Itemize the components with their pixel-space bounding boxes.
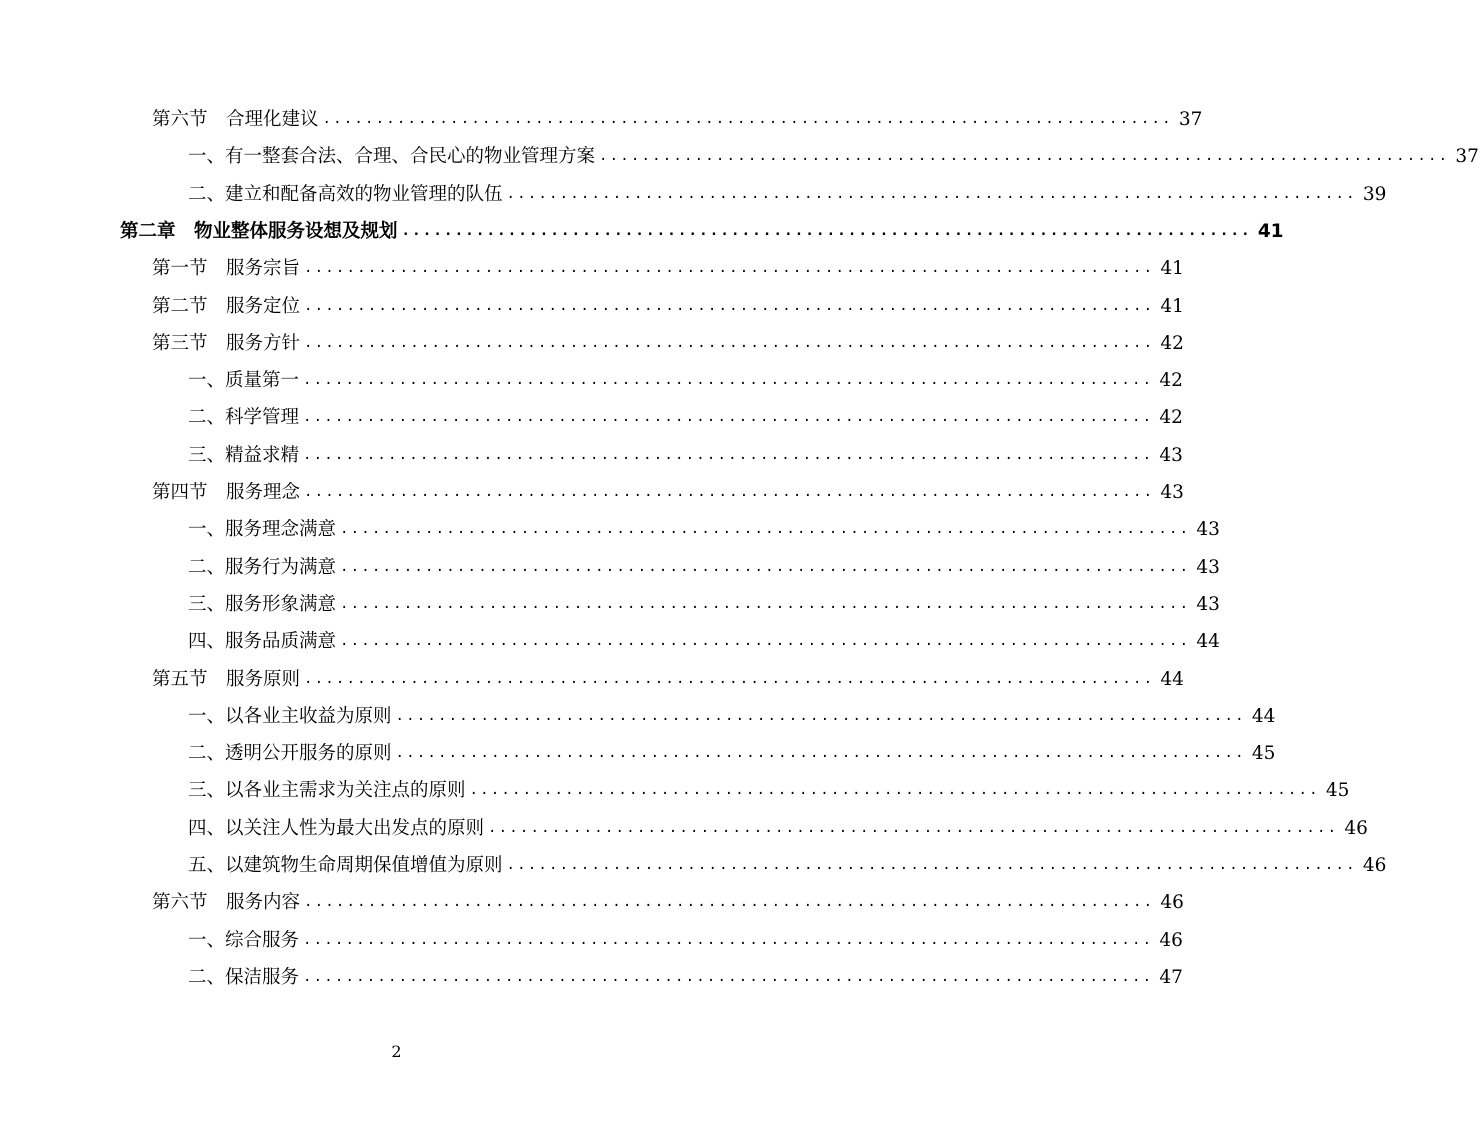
toc-dot-leader: ................................................................................ xyxy=(340,521,1191,538)
toc-dot-leader: ................................................................................ xyxy=(488,819,1339,836)
toc-page-number: 45 xyxy=(1325,780,1350,802)
toc-entry-title: 一、以各业主收益为原则 xyxy=(188,705,392,727)
toc-subsection-entry[interactable] xyxy=(188,399,1183,436)
toc-entry-title: 四、服务品质满意 xyxy=(188,631,337,653)
toc-section-entry[interactable] xyxy=(152,250,1184,287)
toc-dot-leader: ................................................................................ xyxy=(303,446,1154,463)
toc-dot-leader: ................................................................................ xyxy=(303,931,1154,948)
toc-dot-leader: ................................................................................ xyxy=(599,148,1450,165)
toc-dot-leader: ................................................................................ xyxy=(340,558,1191,575)
toc-subsection-entry[interactable] xyxy=(188,847,1387,884)
toc-page-number: 46 xyxy=(1344,817,1368,839)
toc-page-number: 37 xyxy=(1455,146,1479,168)
toc-dot-leader: ................................................................................ xyxy=(304,334,1155,351)
toc-section-entry[interactable] xyxy=(152,661,1184,698)
toc-chapter-entry[interactable] xyxy=(120,213,1284,250)
toc-subsection-entry[interactable] xyxy=(188,437,1183,474)
toc-dot-leader: ................................................................................ xyxy=(304,670,1155,687)
toc-dot-leader: ................................................................................ xyxy=(303,968,1154,985)
toc-dot-leader: ................................................................................ xyxy=(303,372,1154,389)
toc-entry-title: 一、服务理念满意 xyxy=(188,519,337,541)
toc-entry-title: 三、以各业主需求为关注点的原则 xyxy=(188,780,466,802)
toc-dot-leader: ................................................................................ xyxy=(506,185,1357,202)
page-number: 2 xyxy=(391,1042,402,1061)
toc-entry-title: 二、建立和配备高效的物业管理的队伍 xyxy=(188,183,503,205)
toc-page-number: 39 xyxy=(1362,183,1387,205)
toc-page-number: 43 xyxy=(1196,556,1220,578)
toc-dot-leader: ................................................................................ xyxy=(395,745,1246,762)
toc-section-entry[interactable] xyxy=(152,288,1184,325)
toc-entry-title: 五、以建筑物生命周期保值增值为原则 xyxy=(188,855,503,876)
toc-dot-leader: ................................................................................ xyxy=(395,707,1246,724)
toc-page-number: 41 xyxy=(1160,295,1184,317)
toc-section-entry[interactable] xyxy=(152,474,1184,511)
toc-dot-leader: ................................................................................ xyxy=(340,633,1191,650)
toc-page-number: 41 xyxy=(1160,258,1184,280)
toc-entry-title: 第一节 服务宗旨 xyxy=(152,258,301,280)
toc-subsection-entry[interactable] xyxy=(188,138,1479,175)
toc-page-number: 47 xyxy=(1159,966,1183,988)
toc-page-number: 43 xyxy=(1159,444,1183,466)
toc-page-number: 37 xyxy=(1178,109,1203,130)
toc-dot-leader: ................................................................................ xyxy=(304,894,1155,911)
toc-subsection-entry[interactable] xyxy=(188,772,1350,809)
toc-entry-title: 一、质量第一 xyxy=(188,370,300,392)
toc-entry-title: 一、有一整套合法、合理、合民心的物业管理方案 xyxy=(188,146,596,168)
toc-dot-leader: ................................................................................ xyxy=(303,409,1154,426)
toc-page-number: 41 xyxy=(1257,220,1284,242)
toc-subsection-entry[interactable] xyxy=(188,810,1368,847)
toc-subsection-entry[interactable] xyxy=(188,586,1220,623)
toc-entry-title: 二、保洁服务 xyxy=(188,966,300,988)
toc-subsection-entry[interactable] xyxy=(188,698,1276,735)
toc-page-number: 46 xyxy=(1362,855,1387,876)
toc-section-entry[interactable] xyxy=(152,101,1203,138)
toc-dot-leader: ................................................................................ xyxy=(304,484,1155,500)
toc-subsection-entry[interactable] xyxy=(188,959,1183,996)
toc-entry-title: 二、服务行为满意 xyxy=(188,556,337,578)
toc-subsection-entry[interactable] xyxy=(188,176,1387,213)
toc-page-number: 42 xyxy=(1159,407,1183,429)
toc-page-number: 45 xyxy=(1251,743,1276,765)
toc-entry-title: 一、综合服务 xyxy=(188,929,300,951)
toc-page-number: 44 xyxy=(1160,668,1184,690)
toc-entry-title: 二、科学管理 xyxy=(188,407,300,429)
toc-entry-title: 第三节 服务方针 xyxy=(152,332,301,354)
toc-entry-title: 三、精益求精 xyxy=(188,444,300,466)
toc-dot-leader: ................................................................................ xyxy=(304,260,1155,277)
toc-entry-title: 第二节 服务定位 xyxy=(152,295,301,317)
toc-page-number: 42 xyxy=(1160,332,1184,354)
toc-page-number: 46 xyxy=(1159,929,1183,951)
toc-entry-title: 三、服务形象满意 xyxy=(188,593,337,615)
toc-dot-leader: ................................................................................ xyxy=(340,595,1191,612)
toc-entry-title: 第四节 服务理念 xyxy=(152,482,301,503)
toc-entry-title: 四、以关注人性为最大出发点的原则 xyxy=(188,817,485,839)
toc-page-number: 46 xyxy=(1160,892,1184,914)
toc-subsection-entry[interactable] xyxy=(188,922,1183,959)
toc-dot-leader: ................................................................................ xyxy=(506,857,1357,873)
toc-dot-leader: ................................................................................ xyxy=(304,297,1155,314)
toc-entry-title: 第五节 服务原则 xyxy=(152,668,301,690)
toc-subsection-entry[interactable] xyxy=(188,623,1220,660)
toc-dot-leader: ................................................................................ xyxy=(401,222,1252,239)
toc-subsection-entry[interactable] xyxy=(188,511,1220,548)
toc-page-number: 43 xyxy=(1196,593,1220,615)
toc-page-number: 43 xyxy=(1196,519,1220,541)
toc-entry-title: 第六节 合理化建议 xyxy=(152,109,319,130)
toc-subsection-entry[interactable] xyxy=(188,735,1276,772)
toc-subsection-entry[interactable] xyxy=(188,549,1220,586)
toc-dot-leader: ................................................................................ xyxy=(322,111,1173,127)
toc-entry-title: 第二章 物业整体服务设想及规划 xyxy=(120,220,398,242)
toc-page-number: 42 xyxy=(1159,370,1183,392)
toc-page-number: 44 xyxy=(1196,631,1220,653)
toc-subsection-entry[interactable] xyxy=(188,362,1183,399)
toc-entry-title: 第六节 服务内容 xyxy=(152,892,301,914)
toc-dot-leader: ................................................................................ xyxy=(469,782,1320,799)
toc-section-entry[interactable] xyxy=(152,884,1184,921)
toc-section-entry[interactable] xyxy=(152,325,1184,362)
toc-page-number: 44 xyxy=(1251,705,1276,727)
toc-entry-title: 二、透明公开服务的原则 xyxy=(188,743,392,765)
toc-page-number: 43 xyxy=(1160,482,1184,503)
